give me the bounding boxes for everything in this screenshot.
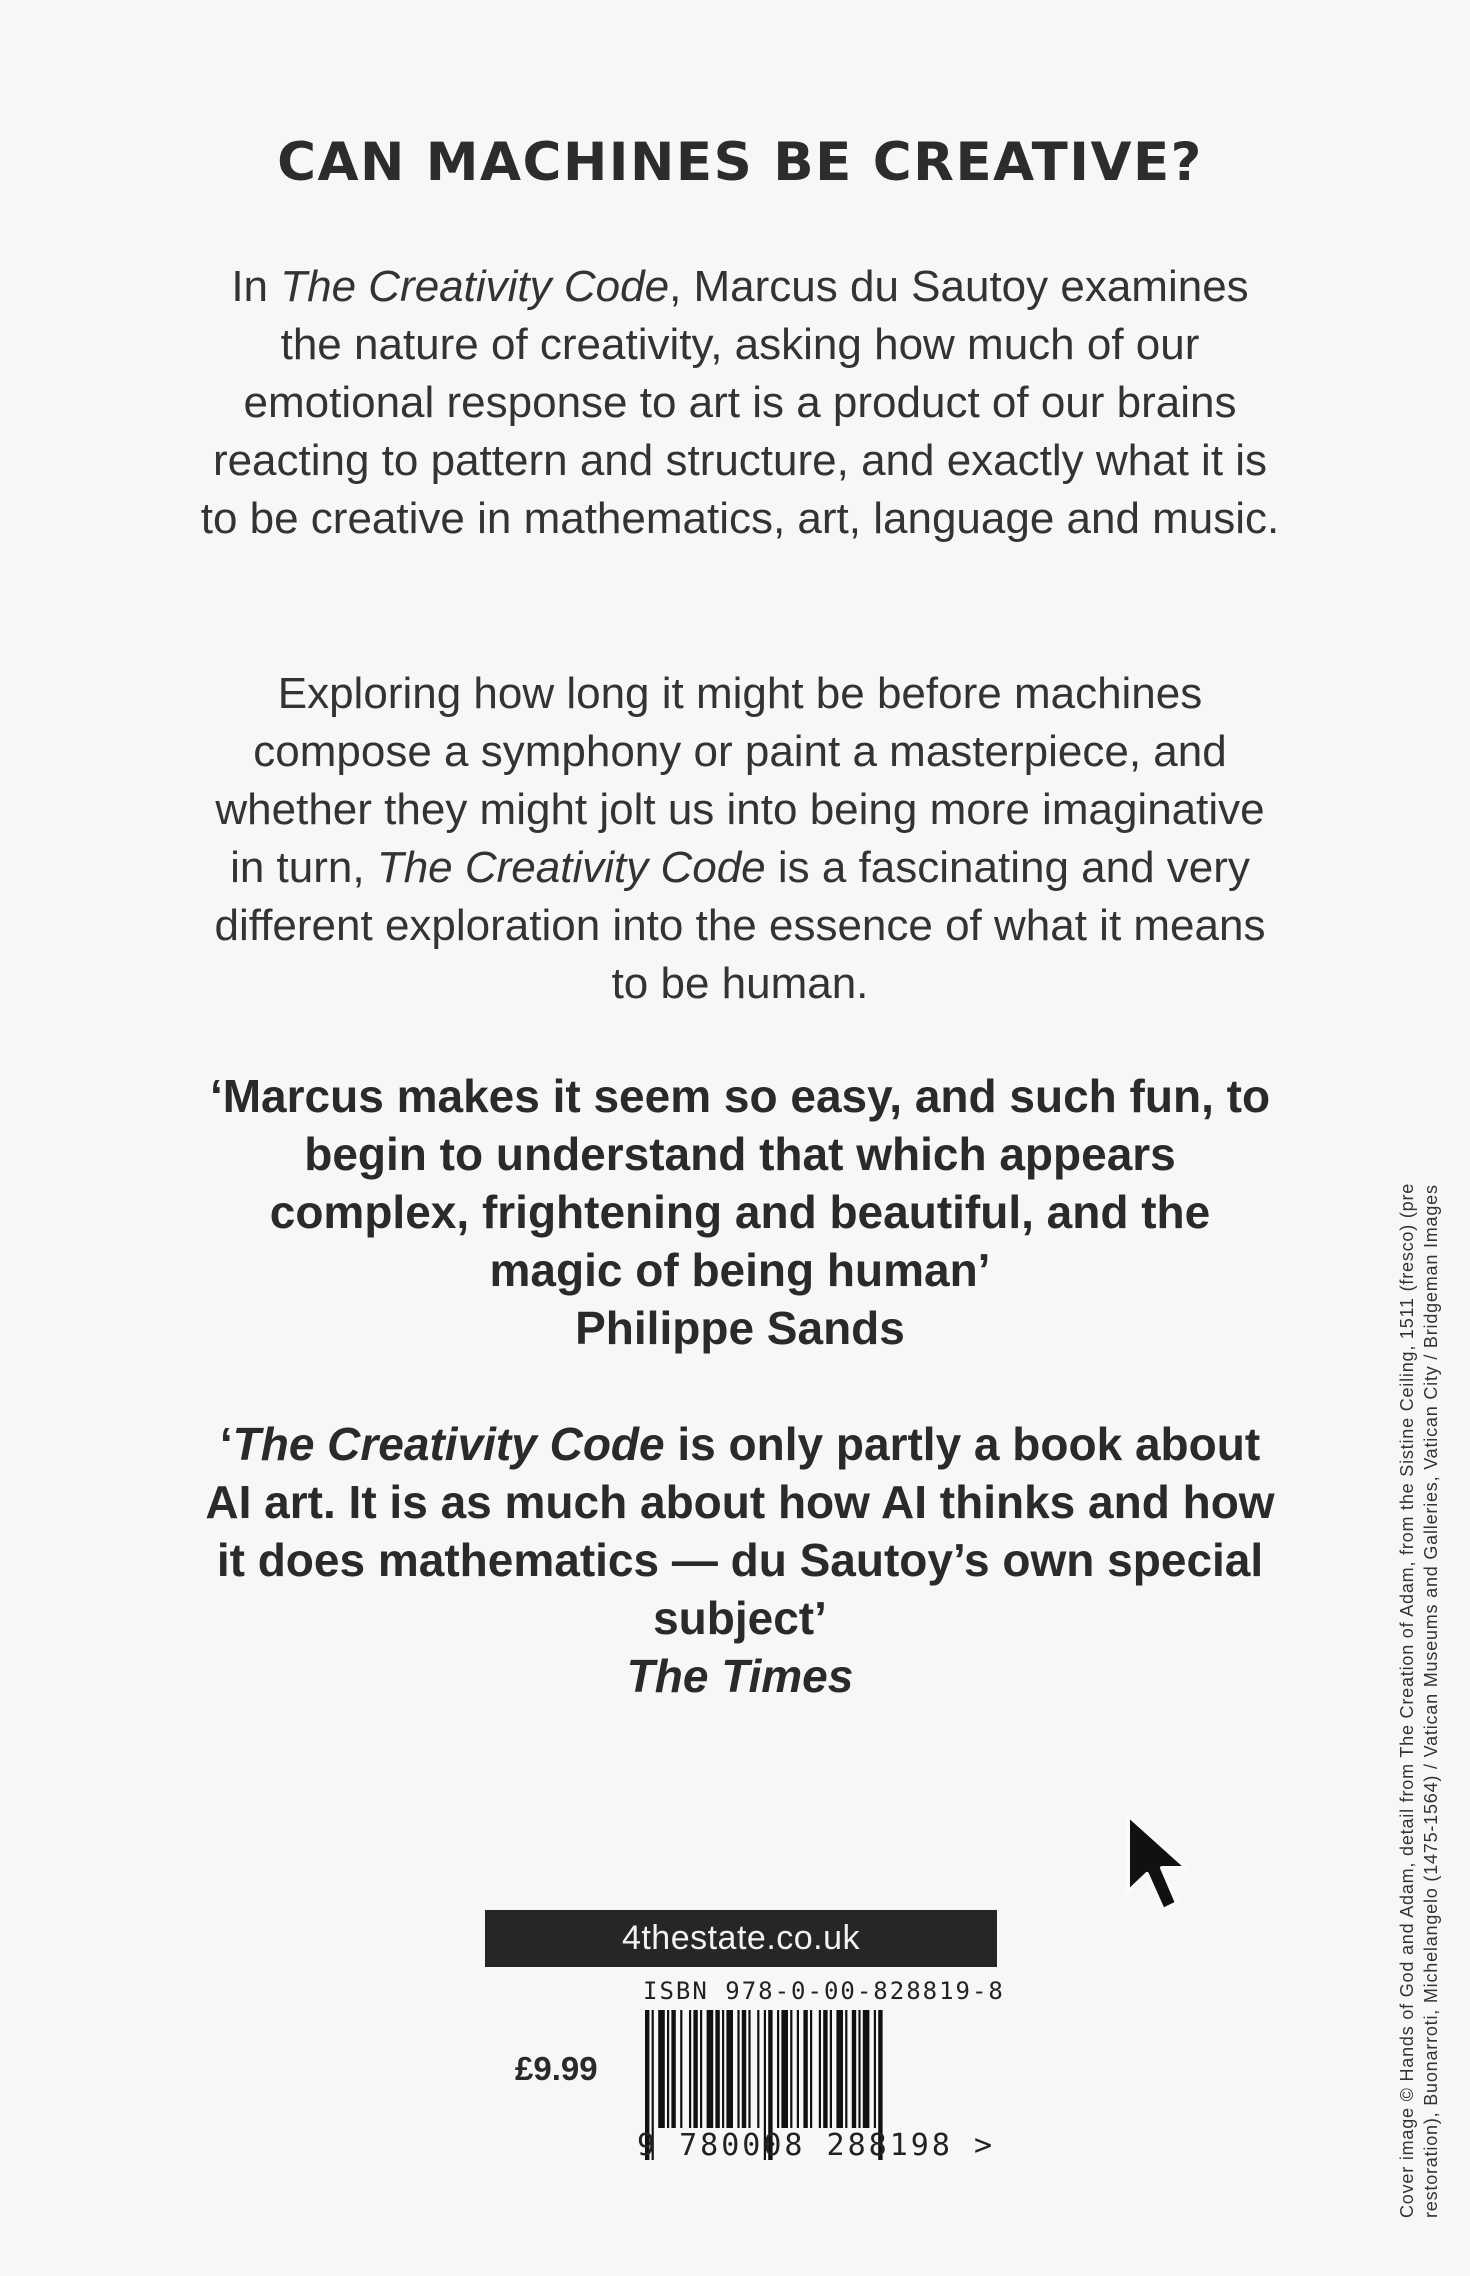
review-quote-1	[200, 1067, 1280, 1357]
barcode-bar	[715, 2010, 719, 2128]
barcode-bar	[874, 2010, 876, 2128]
barcode-bar	[667, 2010, 669, 2128]
barcode-bar	[830, 2010, 832, 2128]
barcode-bar	[689, 2010, 691, 2128]
barcode-bar	[722, 2010, 724, 2128]
barcode-bar	[748, 2010, 750, 2128]
blurb-2-book-title: The Creativity Code	[376, 843, 766, 892]
barcode-bar	[726, 2010, 733, 2128]
review-quote-2-attribution-text: The Times	[626, 1650, 854, 1702]
cover-heading: CAN MACHINES BE CREATIVE?	[277, 132, 1203, 193]
barcode-bar	[823, 2010, 827, 2128]
review-quote-2-open-mark: ‘	[219, 1418, 233, 1470]
barcode-bar	[671, 2010, 675, 2128]
review-quote-2	[200, 1415, 1280, 1705]
barcode-digits: 9 780008 288198 >	[637, 2128, 996, 2163]
barcode-bar	[658, 2010, 665, 2128]
publisher-website-bar[interactable]: 4thestate.co.uk	[485, 1910, 997, 1967]
review-quote-2-attribution	[200, 1647, 1280, 1705]
barcode-bar	[810, 2010, 812, 2128]
barcode-bar	[781, 2010, 788, 2128]
blurb-1-text-after: , Marcus du Sautoy examines the nature of creativity, asking how much of our emotional response to art is a product of our brains reacting to pattern and structure, and exactly what it is to be creative in mathematics, art, language and music.	[200, 262, 1280, 543]
barcode-bar	[797, 2010, 799, 2128]
barcode-bar	[819, 2010, 821, 2128]
review-quote-1-attribution: Philippe Sands	[575, 1302, 905, 1354]
barcode-bar	[737, 2010, 739, 2128]
cover-credit-line-2: restoration), Buonarroti, Michelangelo (1475-1564) / Vatican Museums and Galleries, Vatican City / Bridgeman Images	[1421, 1184, 1441, 2218]
barcode-bar	[790, 2010, 792, 2128]
barcode-bar	[707, 2010, 714, 2128]
barcode-bar	[836, 2010, 843, 2128]
review-quote-2-body: is only partly a book about AI art. It is as much about how AI thinks and how it does mathematics — du Sautoy’s own special subject’	[205, 1418, 1275, 1644]
isbn-number: ISBN 978-0-00-828819-8	[643, 1977, 1005, 2005]
cover-image-credit	[1395, 938, 1443, 2218]
review-quote-2-book-title: The Creativity Code	[232, 1418, 665, 1470]
barcode-bar	[742, 2010, 746, 2128]
arrow-pointer-icon	[1125, 1812, 1225, 1932]
barcode-bar	[700, 2010, 702, 2128]
price-label: £9.99	[515, 2050, 598, 2087]
barcode-bar	[845, 2010, 847, 2128]
barcode-bar	[863, 2010, 870, 2128]
barcode-bar	[680, 2010, 682, 2128]
barcode-bar	[803, 2010, 807, 2128]
blurb-1-book-title: The Creativity Code	[280, 262, 670, 311]
barcode-bar	[777, 2010, 779, 2128]
barcode-bar	[852, 2010, 856, 2128]
barcode-bar	[693, 2010, 697, 2128]
blurb-1-text-before: In	[231, 262, 281, 311]
barcode-bar	[858, 2010, 860, 2128]
cover-credit-line-1: Cover image © Hands of God and Adam, detail from The Creation of Adam, from the Sistine Ceiling, 1511 (fresco) (pre	[1397, 1182, 1417, 2218]
blurb-paragraph-1	[200, 258, 1280, 548]
review-quote-2-text	[200, 1415, 1280, 1647]
blurb-2-text-before: Exploring how long it might be before machines compose a symphony or paint a masterpiece, and whether they might jolt us into being more imaginative in turn,	[215, 669, 1265, 892]
blurb-paragraph-2	[200, 665, 1280, 1013]
barcode-bar	[757, 2010, 759, 2128]
review-quote-1-text: ‘Marcus makes it seem so easy, and such fun, to begin to understand that which appears complex, frightening and beautiful, and the magic of being human’	[209, 1070, 1271, 1296]
blurb-2-text-after: is a fascinating and very different exploration into the essence of what it means to be human.	[214, 843, 1266, 1008]
